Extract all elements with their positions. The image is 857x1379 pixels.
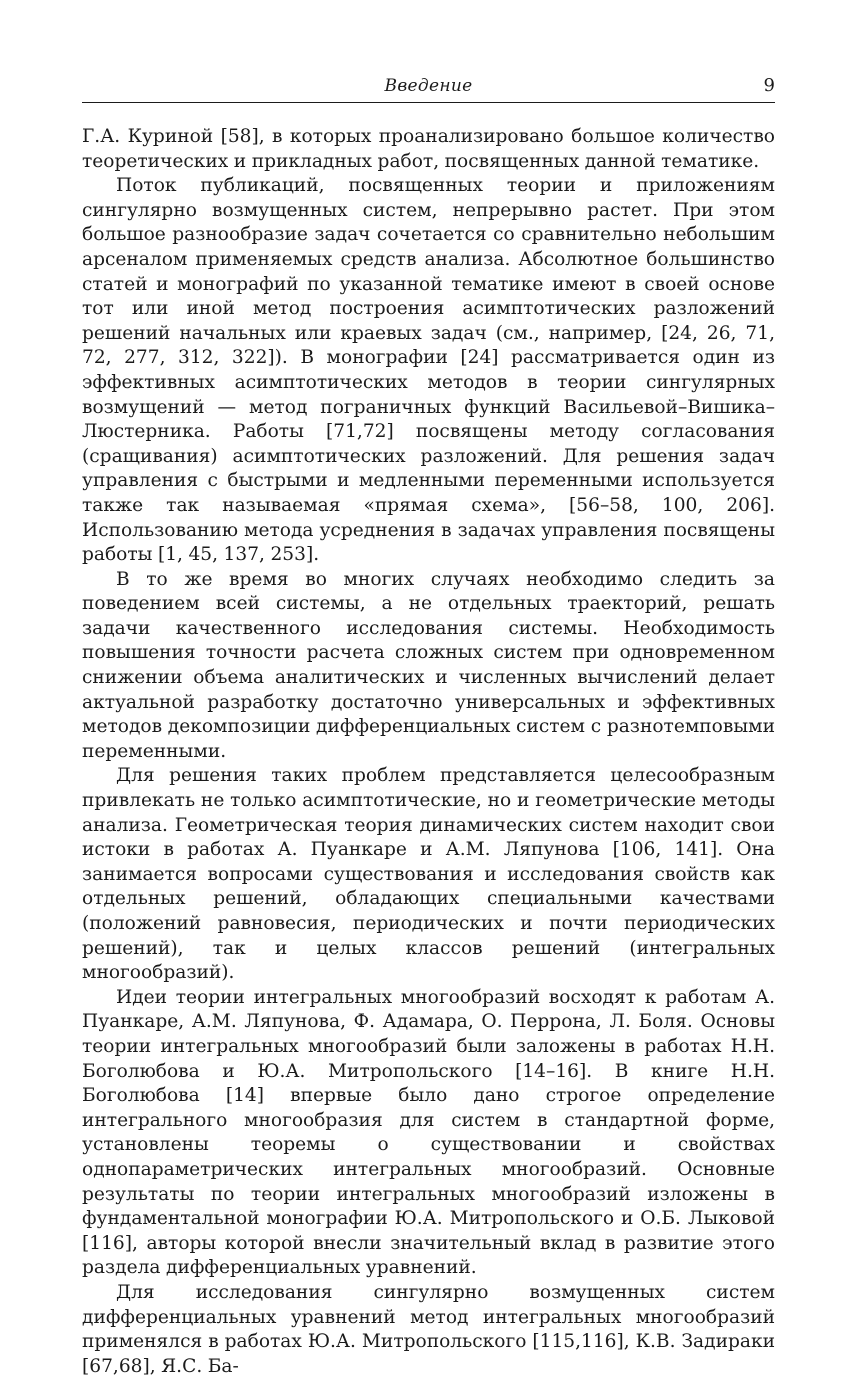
paragraph-2: Поток публикаций, посвященных теории и приложениям сингулярно возмущенных систем, непрерывно растет. При этом большое разнообразие задач сочетается со сравнительно небольшим арсеналом применяемых средств анализа. Абсолютное большинство статей и монографий по указанной тематике имеют в своей основе тот или иной метод построения асимптотических разложений решений начальных или краевых задач (см., например, [24, 26, 71, 72, 277, 312, 322]). В монографии [24] рассматривается один из эффективных асимптотических методов в теории сингулярных возмущений — метод пограничных функций Васильевой–Вишика–Люстерника. Работы [71,72] посвящены методу согласования (сращивания) асимптотических разложений. Для решения задач управления с быстрыми и медленными переменными используется также так называемая «прямая схема», [56–58, 100, 206]. Использованию метода усреднения в задачах управления посвящены работы [1, 45, 137, 253]. — [82, 175, 775, 566]
paragraph-5: Идеи теории интегральных многообразий восходят к работам А. Пуанкаре, А.М. Ляпунова, Ф. Адамара, О. Перрона, Л. Боля. Основы теории интегральных многообразий были заложены в работах Н.Н. Боголюбова и Ю.А. Митропольского [14–16]. В книге Н.Н. Боголюбова [14] впервые было дано строгое определение интегрального многообразия для систем в стандартной форме, установлены теоремы о существовании и свойствах однопараметрических интегральных многообразий. Основные результаты по теории интегральных многообразий изложены в фундаментальной монографии Ю.А. Митропольского и О.Б. Лыковой [116], авторы которой внесли значительный вклад в развитие этого раздела дифференциальных уравнений. — [82, 986, 775, 1279]
paragraph-4: Для решения таких проблем представляется целесообразным привлекать не только асимптотические, но и геометрические методы анализа. Геометрическая теория динамических систем находит свои истоки в работах А. Пуанкаре и А.М. Ляпунова [106, 141]. Она занимается вопросами существования и исследования свойств как отдельных решений, обладающих специальными качествами (положений равновесия, периодических и почти периодических решений), так и целых классов решений (интегральных многообразий). — [82, 765, 775, 984]
paragraph-6: Для исследования сингулярно возмущенных систем дифференциальных уравнений метод интегральных многообразий применялся в работах Ю.А. Митропольского [115,116], К.В. Задираки [67,68], Я.С. Ба- — [82, 1281, 775, 1377]
paragraph-3: В то же время во многих случаях необходимо следить за поведением всей системы, а не отдельных траекторий, решать задачи качественного исследования системы. Необходимость повышения точности расчета сложных систем при одновременном снижении объема аналитических и численных вычислений делает актуальной разработку достаточно универсальных и эффективных методов декомпозиции дифференциальных систем с разнотемповыми переменными. — [82, 568, 775, 762]
running-title: Введение — [384, 76, 473, 96]
page-number: 9 — [763, 75, 775, 96]
body-text — [82, 125, 775, 1379]
running-header — [82, 72, 775, 103]
paragraph-1: Г.А. Куриной [58], в которых проанализировано большое количество теоретических и прикладных работ, посвященных данной тематике. — [82, 126, 775, 172]
page — [82, 72, 775, 1379]
